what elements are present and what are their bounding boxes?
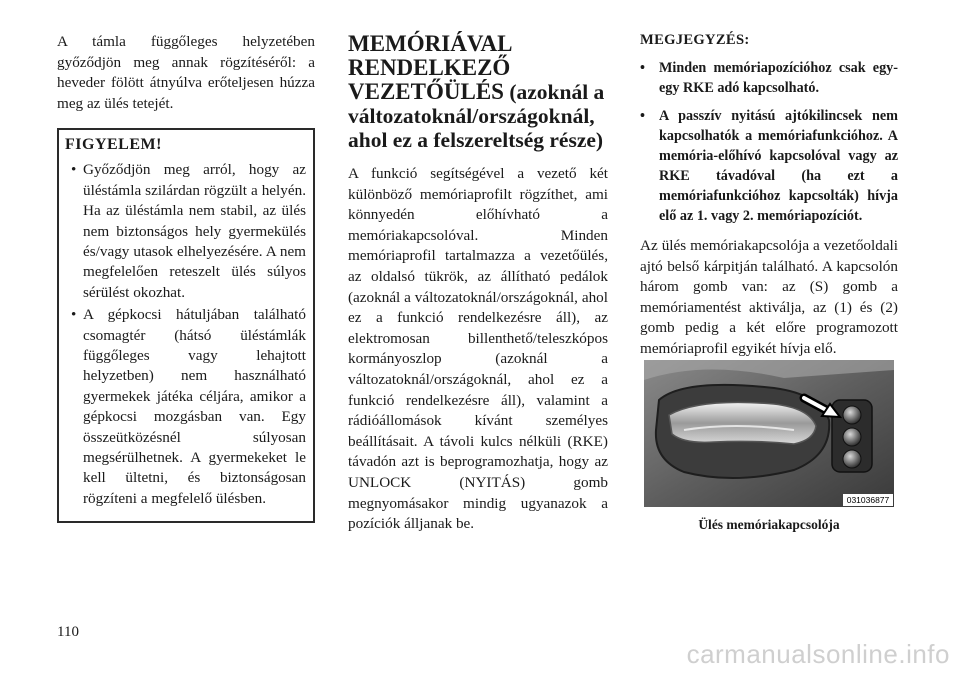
note-title: MEGJEGYZÉS: [640,32,750,48]
door-handle-chrome [669,402,816,444]
section-heading-qualifier: (azoknál a változatoknál/országoknál, ahol ez a felszereltség része) [348,80,605,152]
section-heading [348,32,608,152]
note-list [640,58,898,226]
memory-switch-photo [644,360,894,507]
warning-item: • Győződjön meg arról, hogy az üléstámla szilárdan rögzült a helyén. Ha az üléstámla nem stabil, az ülés nem biztonságos hely gyermekülés és/vagy utasok elhelyezésére. A nem megfelelően reteszelt ülés súlyos sérülést okozhat. [65,160,306,303]
memory-set-button [843,406,861,424]
left-column [57,32,315,523]
memory-2-button [843,450,861,468]
note-item: • Minden memóriapozícióhoz csak egy-egy RKE adó kapcsolható. [640,58,898,98]
watermark: carmanualsonline.info [686,639,950,669]
figure-code: 031036877 [846,495,890,505]
right-column [640,32,898,360]
intro-paragraph: A támla függőleges helyzetében győződjön meg annak rögzítéséről: a heveder fölött átnyúlva erőteljesen húzza meg az ülés tetejét. [57,33,315,112]
page-number: 110 [57,624,79,640]
figure-caption: Ülés memóriakapcsolója [698,517,840,532]
middle-column [348,32,608,535]
note-item: • A passzív nyitású ajtókilincsek nem kapcsolhatók a memóriafunkcióhoz. A memória-előhívó kapcsolóval vagy az RKE távadóval (ha ezt a memóriafunkcióhoz kapcsolták) hívja elő az 1. vagy 2. memóriapozíciót. [640,106,898,226]
warning-item: • A gépkocsi hátuljában található csomagtér (hátsó üléstámlák függőleges vagy lehajtott helyzetben) nem használható gyermekek játéka céljára, amikor a gépkocsi mozgásban van. Egy összeütközésnél súlyosan megsérülhetnek. A gyermekeket le kell ültetni, és biztonságosan rögzíteni a megfelelő ülésben. [65,305,306,509]
door-panel-illustration [644,360,894,507]
memory-1-button [843,428,861,446]
warning-title: FIGYELEM! [65,136,162,154]
warning-list [65,160,306,509]
section-heading-main: MEMÓRIÁVAL RENDELKEZŐ VEZETŐÜLÉS [348,31,512,104]
memory-description-paragraph: A funkció segítségével a vezető két különböző memóriaprofilt rögzíthet, ami könnyedén előhívható a memóriakapcsolóval. Minden memóriaprofil tartalmazza a vezetőülés, az oldalsó tükrök, az állítható pedálok (azoknál a változatoknál/országoknál, ahol ez a funkció rendelkezésre áll), az elektromosan billenthető/teleszkópos kormányoszlop (azoknál a változatoknál/országoknál, ahol ez a funkció rendelkezésre áll), valamint a rádióállomások kívánt személyes beállításait. A távoli kulcs nélküli (RKE) távadón azt is beprogramozhatja, hogy az UNLOCK (NYITÁS) gomb megnyomásakor mindig ugyanazok a pozíciók álljanak be. [348,165,608,533]
warning-box [57,128,315,523]
switch-location-paragraph: Az ülés memóriakapcsolója a vezetőoldali ajtó belső kárpitján található. A kapcsolón három gomb van: az (S) gomb a memóriamentést aktiválja, az (1) és (2) gomb pedig a két előre programozott memóriaprofil egyikét hívja elő. [640,237,898,357]
